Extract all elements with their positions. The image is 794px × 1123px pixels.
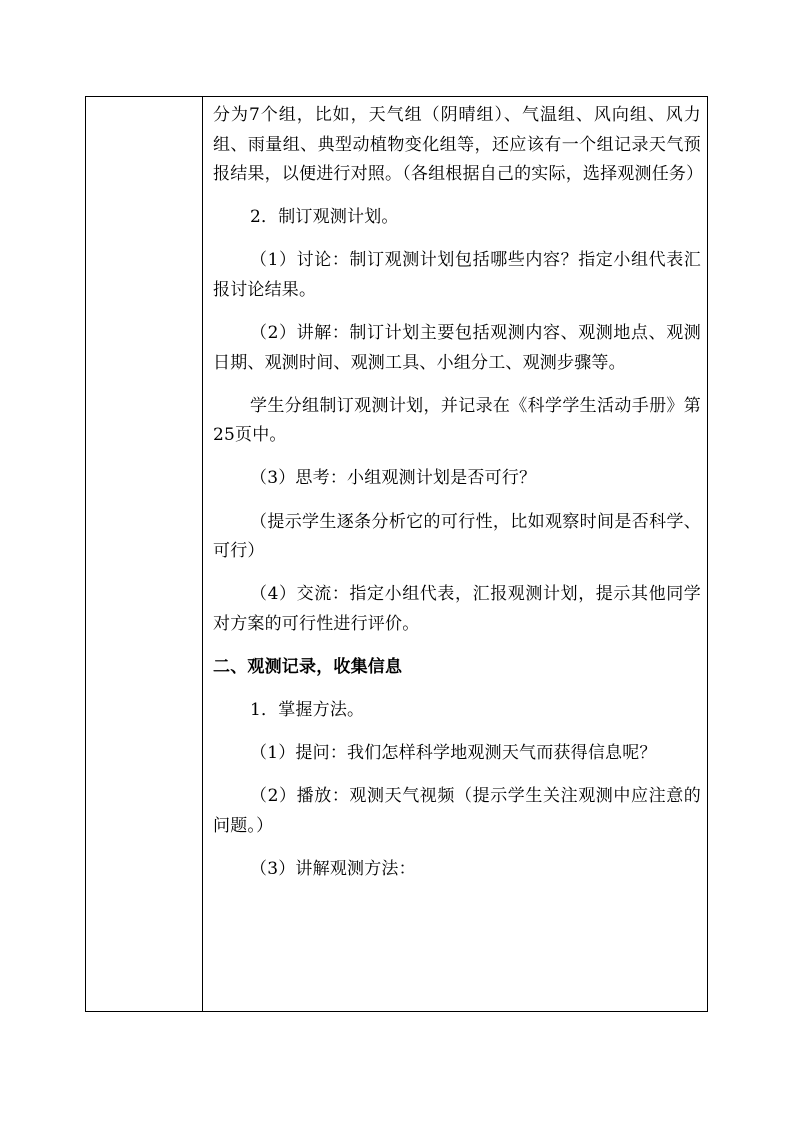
paragraph: （提示学生逐条分析它的可行性，比如观察时间是否科学、可行） xyxy=(213,511,701,562)
paragraph: 1．掌握方法。 xyxy=(250,700,365,720)
paragraph: 分为7个组，比如，天气组（阴晴组）、气温组、风向组、风力组、雨量组、典型动植物变化组等，还应该有一个组记录天气预报结果，以便进行对照。（各组根据自己的实际，选择观测任务） xyxy=(213,105,704,185)
paragraph: （2）播放：观测天气视频（提示学生关注观测中应注意的问题。） xyxy=(213,786,701,836)
table-left-cell xyxy=(86,97,203,1011)
lesson-table xyxy=(85,96,708,1012)
paragraph: 学生分组制订观测计划，并记录在《科学学生活动手册》第25页中。 xyxy=(213,395,701,446)
table-right-cell xyxy=(203,97,707,1011)
section-heading: 二、观测记录，收集信息 xyxy=(213,656,403,677)
paragraph: （3）讲解观测方法： xyxy=(250,858,416,879)
paragraph: （2）讲解：制订计划主要包括观测内容、观测地点、观测日期、观测时间、观测工具、小组分工、观测步骤等。 xyxy=(213,323,701,373)
paragraph: （4）交流：指定小组代表，汇报观测计划，提示其他同学对方案的可行性进行评价。 xyxy=(213,584,701,634)
paragraph: （1）提问：我们怎样科学地观测天气而获得信息呢？ xyxy=(250,743,657,764)
paragraph: （1）讨论：制订观测计划包括哪些内容？指定小组代表汇报讨论结果。 xyxy=(213,250,701,300)
paragraph: 2．制订观测计划。 xyxy=(250,207,399,228)
paragraph: （3）思考：小组观测计划是否可行？ xyxy=(250,468,537,489)
